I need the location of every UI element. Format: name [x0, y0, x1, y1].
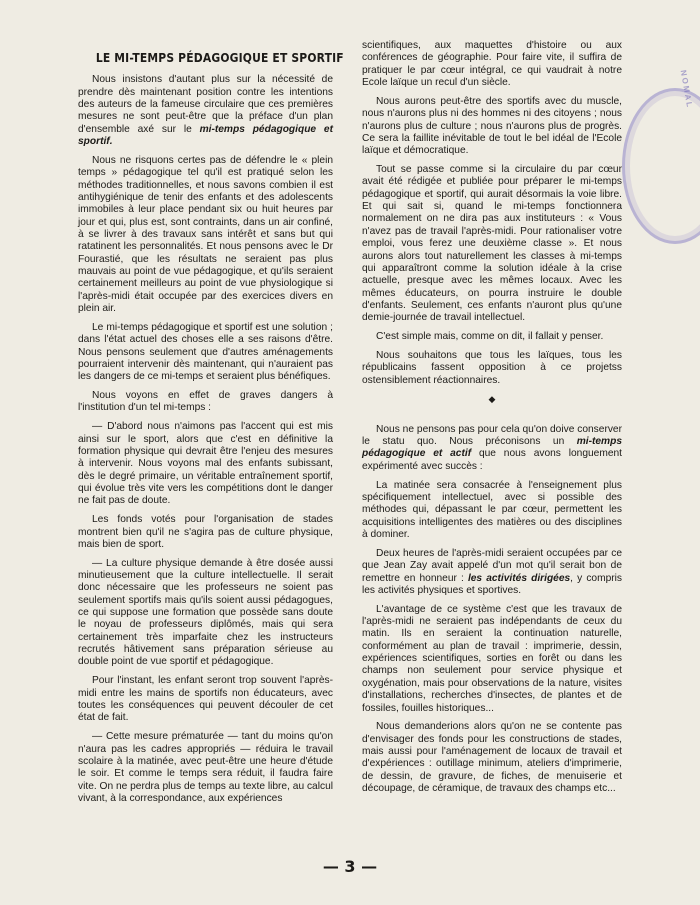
page-number: — 3 — [322, 857, 378, 876]
paragraph: Nous souhaitons que tous les laïques, tous les républicains fassent opposition à ce projetss ostensiblement réactionnaires. [362, 349, 622, 386]
emphasis: mi-temps pédagogique et actif [362, 436, 622, 460]
paragraph: Nous demanderions alors qu'on ne se contente pas d'envisager des fonds pour les constructions de stades, mais aussi pour l'aménagement de locaux de travail et d'expériences : outillage minimum, ateliers d'imprimerie, de dessin, de gravure, de fiches, de menuiserie et découpage, de céramique, de travaux des champs etc... [362, 721, 622, 795]
emphasis: mi-temps pédagogique et sportif. [78, 123, 333, 148]
paragraph: Deux heures de l'après-midi seraient occupées par ce que Jean Zay avait appelé d'un mot qu'il serait bon de remettre en honneur : les activités dirigées, y compris les activités physiques et sportives. [362, 547, 622, 596]
left-column [78, 50, 344, 812]
paragraph: L'avantage de ce système c'est que les travaux de l'après-midi ne seraient pas indépendants de ceux du matin. Ils en seraient la continuation naturelle, conformément au plan de travail : imprimerie, dessin, expériences scientifiques, sorties en forêt ou dans les champs non seulement pour service physique et oxygénation, mais pour observations de la nature, visites d'installations, recherches d'insectes, de plantes et de fossiles, fouilles historiques... [362, 603, 622, 714]
paragraph: Nous ne risquons certes pas de défendre le « plein temps » pédagogique tel qu'il est pratiqué selon les méthodes traditionnelles, et nous savons combien il est antihygiénique de tenir des enfants et des adolescents immobiles à leur place pendant six ou huit heures par jour et qui, plus est, sont contraints, dans un air confiné, à se livrer à des travaux sans intérêt et sans but qui ratatinent les personnalités. Et nous pensons avec le Dr Fourastié, que les résultats ne seraient pas plus mauvais au point de vue pédagogique, et qu'ils seraient certainement meilleurs au point de vue physiologique si l'après-midi était occupée par des exercices divers en plein air. [78, 154, 333, 315]
paragraph: Pour l'instant, les enfant seront trop souvent l'après-midi entre les mains de sportifs non éducateurs, avec toutes les conséquences qui peuvent découler de cet état de fait. [78, 675, 333, 724]
paragraph: Nous voyons en effet de graves dangers à l'institution d'un tel mi-temps : [78, 390, 333, 414]
library-stamp [622, 88, 700, 244]
paragraph: Nous ne pensons pas pour cela qu'on doive conserver le statu quo. Nous préconisons un mi-temps pédagogique et actif que nous avons longuement expérimenté avec succès : [362, 423, 622, 472]
paragraph: — Cette mesure prématurée — tant du moins qu'on n'aura pas les cadres appropriés — réduira le travail scolaire à la matinée, avec peut-être une heure d'étude le soir. Et comme le temps sera réduit, il faudra faire vite. On ne perdra plus de temps au texte libre, au calcul vivant, à la correspondance, aux expériences [78, 731, 333, 804]
article-title: LE MI-TEMPS PÉDAGOGIQUE ET SPORTIF [95, 50, 344, 65]
paragraph: Le mi-temps pédagogique et sportif est une solution ; dans l'état actuel des choses elle a ses raisons d'être. Nous pensons seulement que d'autres aménagements pourraient intervenir dès maintenant, qui n'auraient pas les dangers de ce mi-temps et seraient plus bénéfiques. [78, 321, 333, 383]
right-column [362, 40, 622, 802]
separator-diamond: ◆ [488, 394, 496, 405]
paragraph: C'est simple mais, comme on dit, il fallait y penser. [376, 331, 604, 343]
emphasis: les activités dirigées [467, 572, 571, 584]
paragraph: — La culture physique demande à être dosée aussi minutieusement que la culture intellectuelle. Il serait donc nécessaire que les professeurs ne soient pas seulement sportifs mais qu'ils soient aussi pédagogues, ce qui suppose une formation que possède sans doute le noyau de professeurs diplômés, mais qui sera certainement très imparfaite chez les instructeurs recrutés hâtivement sans préparation sérieuse au double point de vue sportif et pédagogique. [78, 557, 333, 668]
paragraph: Tout se passe comme si la circulaire du par cœur avait été rédigée et publiée pour préparer le mi-temps pédagogique et sportif, qui aurait désormais la voie libre. Et qui sait si, quand le mi-temps fonctionnera normalement on ne dira pas aux instituteurs : « Vous n'avez pas de travail l'après-midi. Pour rationaliser votre emploi, vous ferez une deuxième classe ». Et nous aurons alors tout naturellement les classes à mi-temps qui apparaîtront comme la solution idéale à la crise actuelle, presque avec les mêmes locaux. Avec les mêmes éducateurs, on pourra instruire le double d'enfants. Seulement, ces enfants n'auront plus qu'une demie-journée de travail intellectuel. [362, 164, 622, 324]
paragraph: Nous insistons d'autant plus sur la nécessité de prendre dès maintenant position contre les intentions des auteurs de la fameuse circulaire que ces premières mesures ne sont peut-être que la préface d'un plan d'ensemble axé sur le mi-temps pédagogique et sportif. [78, 74, 333, 148]
stamp-text: NOMAL [678, 69, 694, 110]
paragraph: Nous aurons peut-être des sportifs avec du muscle, nous n'aurons plus ni des hommes ni des citoyens ; nous n'aurons plus de culture ; nous n'aurons plus de progrès. Ce sera la faillite inévitable de tout le bel idéal de l'Ecole laïque et démocratique. [362, 95, 622, 157]
paragraph: La matinée sera consacrée à l'enseignement plus spécifiquement intellectuel, avec si possible des méthodes qui, dépassant le par cœur, permettent les acquisitions intelligentes des matières ou des disciplines à dominer. [362, 479, 622, 541]
paragraph: scientifiques, aux maquettes d'histoire ou aux conférences de géographie. Pour faire vite, il suffira de pratiquer le par cœur intégral, ce qui vaudrait à notre Ecole laïque un recul d'un siècle. [362, 40, 622, 89]
paragraph: — D'abord nous n'aimons pas l'accent qui est mis ainsi sur le sport, alors que c'est en définitive la formation physique qui devrait être l'enjeu des mesures à intervenir. Nous voyons mal des enfants subissant, dès le degré primaire, un véritable entraînement sportif, qui évolue très vite vers les compétitions dont le danger ne fait pas de doute. [78, 421, 333, 507]
paragraph: Les fonds votés pour l'organisation de stades montrent bien qu'il ne s'agira pas de culture physique, mais bien de sport. [78, 514, 333, 550]
